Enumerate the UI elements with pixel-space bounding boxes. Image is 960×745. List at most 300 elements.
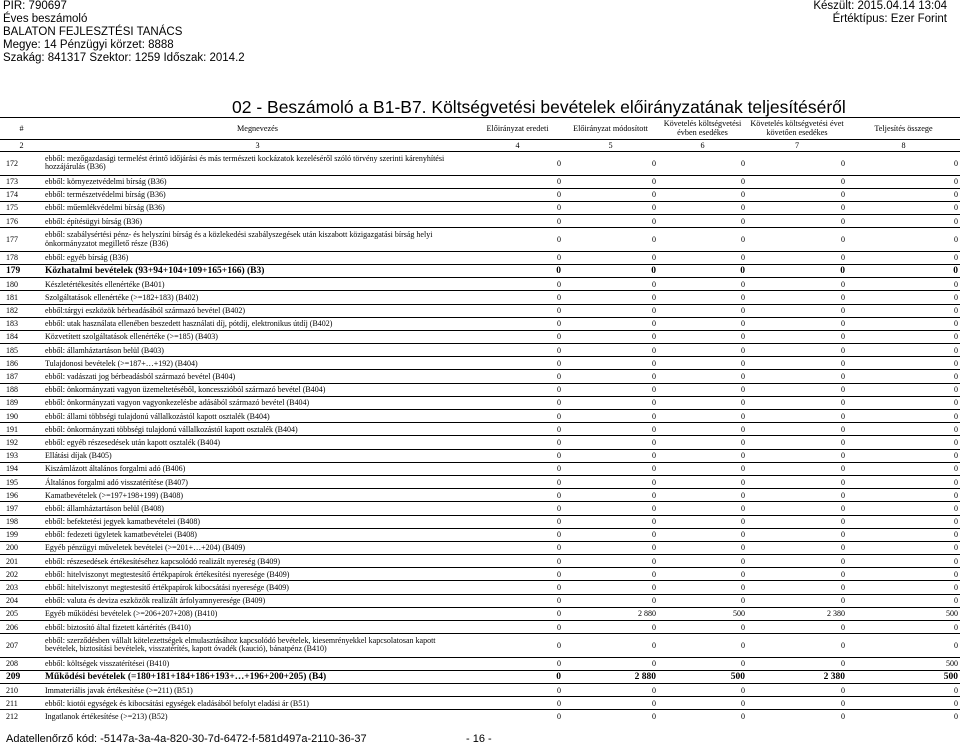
table-row bbox=[0, 264, 960, 277]
row-id: 177 bbox=[0, 228, 43, 252]
header-organization: BALATON FEJLESZTÉSI TANÁCS bbox=[3, 26, 183, 38]
table-row bbox=[0, 684, 960, 697]
header-sector: Szakág: 841317 Szektor: 1259 Időszak: 2014.2 bbox=[3, 52, 245, 64]
row-value: 0 bbox=[563, 581, 658, 594]
row-value: 0 bbox=[747, 436, 847, 449]
table-row bbox=[0, 475, 960, 488]
row-name: ebből: környezetvédelmi bírság (B36) bbox=[43, 175, 472, 188]
row-name: ebből: hitelviszonyt megtestesítő értékpapírok értékesítési nyeresége (B409) bbox=[43, 568, 472, 581]
row-value: 500 bbox=[658, 607, 747, 620]
row-value: 0 bbox=[658, 228, 747, 252]
table-row bbox=[0, 291, 960, 304]
row-value: 0 bbox=[658, 410, 747, 423]
revenue-table bbox=[0, 117, 960, 723]
table-row bbox=[0, 515, 960, 528]
row-value: 0 bbox=[563, 228, 658, 252]
row-name: Tulajdonosi bevételek (>=187+…+192) (B404) bbox=[43, 357, 472, 370]
row-name: ebből: fedezeti ügyletek kamatbevételei (B408) bbox=[43, 528, 472, 541]
row-value: 0 bbox=[563, 684, 658, 697]
row-value: 0 bbox=[658, 594, 747, 607]
row-value: 0 bbox=[472, 621, 563, 634]
row-value: 2 380 bbox=[747, 670, 847, 683]
row-id: 196 bbox=[0, 489, 43, 502]
col-header-mod: Előirányzat módosított bbox=[563, 118, 658, 140]
row-value: 0 bbox=[563, 594, 658, 607]
row-value: 0 bbox=[472, 175, 563, 188]
row-value: 0 bbox=[658, 436, 747, 449]
row-name: Egyéb működési bevételek (>=206+207+208) (B410) bbox=[43, 607, 472, 620]
row-value: 0 bbox=[847, 621, 960, 634]
row-value: 0 bbox=[847, 594, 960, 607]
row-value: 0 bbox=[658, 251, 747, 264]
row-value: 0 bbox=[747, 396, 847, 409]
row-value: 0 bbox=[472, 410, 563, 423]
check-code: Adatellenőrző kód: -5147a-3a-4a-820-30-7d-6472-f-581d497a-2110-36-37 bbox=[6, 733, 367, 745]
row-value: 0 bbox=[747, 475, 847, 488]
row-value: 0 bbox=[472, 278, 563, 291]
row-value: 0 bbox=[472, 396, 563, 409]
row-value: 0 bbox=[847, 175, 960, 188]
row-value: 0 bbox=[658, 502, 747, 515]
row-name: ebből:tárgyi eszközök bérbeadásából származó bevétel (B402) bbox=[43, 304, 472, 317]
row-value: 0 bbox=[563, 475, 658, 488]
table-row bbox=[0, 528, 960, 541]
row-value: 0 bbox=[747, 684, 847, 697]
row-id: 176 bbox=[0, 215, 43, 228]
row-value: 0 bbox=[658, 423, 747, 436]
row-value: 0 bbox=[847, 383, 960, 396]
row-value: 0 bbox=[472, 215, 563, 228]
table-row bbox=[0, 581, 960, 594]
row-value: 0 bbox=[747, 317, 847, 330]
row-name: ebből: biztosító által fizetett kártérítés (B410) bbox=[43, 621, 472, 634]
row-value: 0 bbox=[847, 264, 960, 277]
row-value: 0 bbox=[472, 201, 563, 214]
row-value: 0 bbox=[658, 621, 747, 634]
row-value: 0 bbox=[472, 423, 563, 436]
row-value: 0 bbox=[747, 528, 847, 541]
col-number: 2 bbox=[0, 140, 43, 152]
row-value: 0 bbox=[847, 581, 960, 594]
row-value: 0 bbox=[747, 278, 847, 291]
row-value: 0 bbox=[563, 502, 658, 515]
row-value: 2 880 bbox=[563, 670, 658, 683]
row-id: 181 bbox=[0, 291, 43, 304]
row-id: 209 bbox=[0, 670, 43, 683]
row-name: Kiszámlázott általános forgalmi adó (B406) bbox=[43, 462, 472, 475]
table-row bbox=[0, 228, 960, 252]
row-value: 0 bbox=[472, 515, 563, 528]
row-value: 0 bbox=[658, 568, 747, 581]
row-name: ebből: részesedések értékesítéséhez kapcsolódó realizált nyereség (B409) bbox=[43, 555, 472, 568]
row-value: 0 bbox=[747, 697, 847, 710]
row-value: 0 bbox=[563, 436, 658, 449]
row-value: 0 bbox=[472, 449, 563, 462]
report-header bbox=[0, 0, 960, 66]
row-value: 0 bbox=[847, 697, 960, 710]
row-value: 0 bbox=[563, 621, 658, 634]
row-id: 204 bbox=[0, 594, 43, 607]
row-value: 0 bbox=[747, 634, 847, 658]
row-value: 0 bbox=[658, 449, 747, 462]
row-id: 189 bbox=[0, 396, 43, 409]
table-row bbox=[0, 383, 960, 396]
row-value: 0 bbox=[472, 502, 563, 515]
row-value: 0 bbox=[847, 489, 960, 502]
row-id: 183 bbox=[0, 317, 43, 330]
row-value: 0 bbox=[563, 304, 658, 317]
row-value: 0 bbox=[747, 264, 847, 277]
table-row bbox=[0, 396, 960, 409]
row-value: 0 bbox=[563, 710, 658, 723]
table-row bbox=[0, 489, 960, 502]
row-id: 202 bbox=[0, 568, 43, 581]
row-name: ebből: szabálysértési pénz- és helyszíni bírság és a közlekedési szabályszegések után kiszabott közigazgatási bírság helyi önkormányzatot megillető része (B36) bbox=[43, 228, 472, 252]
row-value: 0 bbox=[472, 489, 563, 502]
row-name: ebből: kiotói egységek és kibocsátási egységek eladásából befolyt eladási ár (B51) bbox=[43, 697, 472, 710]
row-id: 198 bbox=[0, 515, 43, 528]
row-value: 0 bbox=[847, 684, 960, 697]
row-value: 0 bbox=[747, 370, 847, 383]
table-row bbox=[0, 410, 960, 423]
row-value: 0 bbox=[847, 462, 960, 475]
row-value: 0 bbox=[847, 251, 960, 264]
row-id: 200 bbox=[0, 541, 43, 554]
row-value: 0 bbox=[472, 383, 563, 396]
row-value: 0 bbox=[563, 201, 658, 214]
row-value: 0 bbox=[472, 555, 563, 568]
row-value: 0 bbox=[658, 291, 747, 304]
col-header-due: Követelés költségvetési évben esedékes bbox=[658, 118, 747, 140]
row-value: 0 bbox=[747, 568, 847, 581]
row-value: 0 bbox=[847, 330, 960, 343]
row-value: 0 bbox=[472, 264, 563, 277]
row-id: 207 bbox=[0, 634, 43, 658]
row-value: 0 bbox=[847, 344, 960, 357]
row-value: 0 bbox=[747, 188, 847, 201]
row-value: 0 bbox=[658, 555, 747, 568]
row-value: 0 bbox=[563, 357, 658, 370]
row-value: 0 bbox=[563, 423, 658, 436]
row-id: 191 bbox=[0, 423, 43, 436]
row-value: 0 bbox=[747, 291, 847, 304]
row-value: 0 bbox=[472, 462, 563, 475]
row-value: 0 bbox=[658, 697, 747, 710]
row-value: 0 bbox=[563, 152, 658, 176]
row-name: ebből: szerződésben vállalt kötelezettségek elmulasztásához kapcsolódó bevételek, kiesemrényekkel kapcsolatosan kapott bevételek, biztosítási bevételek, visszatérítés, kapott óvadék (kaució), bánatpénz (B410) bbox=[43, 634, 472, 658]
row-value: 0 bbox=[658, 657, 747, 670]
row-value: 0 bbox=[563, 264, 658, 277]
row-id: 187 bbox=[0, 370, 43, 383]
row-value: 0 bbox=[847, 555, 960, 568]
row-name: ebből: önkormányzati vagyon üzemeltetéséből, koncesszióból származó bevétel (B404) bbox=[43, 383, 472, 396]
row-value: 0 bbox=[472, 317, 563, 330]
row-value: 0 bbox=[472, 304, 563, 317]
col-number: 7 bbox=[747, 140, 847, 152]
row-value: 0 bbox=[658, 344, 747, 357]
row-id: 185 bbox=[0, 344, 43, 357]
row-value: 0 bbox=[658, 634, 747, 658]
row-value: 0 bbox=[563, 215, 658, 228]
table-row bbox=[0, 201, 960, 214]
row-value: 500 bbox=[847, 670, 960, 683]
row-value: 0 bbox=[847, 710, 960, 723]
header-report-type: Éves beszámoló bbox=[3, 13, 88, 25]
row-value: 0 bbox=[472, 657, 563, 670]
row-value: 0 bbox=[847, 215, 960, 228]
row-value: 0 bbox=[563, 697, 658, 710]
table-row bbox=[0, 152, 960, 176]
row-name: Kamatbevételek (>=197+198+199) (B408) bbox=[43, 489, 472, 502]
row-value: 0 bbox=[472, 697, 563, 710]
row-value: 0 bbox=[747, 449, 847, 462]
row-value: 0 bbox=[658, 264, 747, 277]
header-county: Megye: 14 Pénzügyi körzet: 8888 bbox=[3, 39, 174, 51]
row-value: 0 bbox=[472, 188, 563, 201]
table-row bbox=[0, 188, 960, 201]
row-name: Közvetített szolgáltatások ellenértéke (>=185) (B403) bbox=[43, 330, 472, 343]
row-value: 0 bbox=[658, 541, 747, 554]
row-id: 175 bbox=[0, 201, 43, 214]
table-row bbox=[0, 215, 960, 228]
col-number: 3 bbox=[43, 140, 472, 152]
row-value: 0 bbox=[658, 201, 747, 214]
row-value: 0 bbox=[847, 475, 960, 488]
row-id: 193 bbox=[0, 449, 43, 462]
row-value: 0 bbox=[658, 489, 747, 502]
row-id: 188 bbox=[0, 383, 43, 396]
row-value: 0 bbox=[563, 410, 658, 423]
row-value: 0 bbox=[847, 152, 960, 176]
row-value: 0 bbox=[472, 541, 563, 554]
row-value: 0 bbox=[563, 344, 658, 357]
table-row bbox=[0, 710, 960, 723]
table-row bbox=[0, 449, 960, 462]
row-id: 208 bbox=[0, 657, 43, 670]
row-name: Immateriális javak értékesítése (>=211) (B51) bbox=[43, 684, 472, 697]
row-value: 0 bbox=[658, 370, 747, 383]
row-name: Ingatlanok értékesítése (>=213) (B52) bbox=[43, 710, 472, 723]
row-id: 203 bbox=[0, 581, 43, 594]
row-value: 0 bbox=[658, 462, 747, 475]
row-value: 0 bbox=[747, 502, 847, 515]
row-value: 0 bbox=[658, 278, 747, 291]
header-value-type: Értéktípus: Ezer Forint bbox=[832, 13, 947, 25]
row-value: 0 bbox=[747, 581, 847, 594]
row-value: 0 bbox=[563, 555, 658, 568]
row-id: 186 bbox=[0, 357, 43, 370]
row-value: 0 bbox=[563, 251, 658, 264]
row-value: 0 bbox=[847, 291, 960, 304]
row-id: 194 bbox=[0, 462, 43, 475]
row-value: 2 880 bbox=[563, 607, 658, 620]
row-value: 0 bbox=[747, 251, 847, 264]
row-value: 0 bbox=[747, 657, 847, 670]
row-value: 0 bbox=[847, 541, 960, 554]
table-row bbox=[0, 175, 960, 188]
row-name: ebből: befektetési jegyek kamatbevételei (B408) bbox=[43, 515, 472, 528]
row-value: 0 bbox=[747, 383, 847, 396]
row-id: 201 bbox=[0, 555, 43, 568]
table-row bbox=[0, 555, 960, 568]
header-pir: PIR: 790697 bbox=[3, 0, 67, 12]
row-value: 0 bbox=[847, 188, 960, 201]
row-value: 0 bbox=[658, 515, 747, 528]
row-id: 179 bbox=[0, 264, 43, 277]
row-value: 0 bbox=[747, 555, 847, 568]
row-value: 0 bbox=[847, 568, 960, 581]
row-value: 0 bbox=[563, 291, 658, 304]
table-row bbox=[0, 607, 960, 620]
table-row bbox=[0, 594, 960, 607]
row-value: 0 bbox=[847, 201, 960, 214]
row-name: Egyéb pénzügyi műveletek bevételei (>=201+…+204) (B409) bbox=[43, 541, 472, 554]
col-number: 4 bbox=[472, 140, 563, 152]
row-name: ebből: műemlékvédelmi bírság (B36) bbox=[43, 201, 472, 214]
row-id: 206 bbox=[0, 621, 43, 634]
row-name: ebből: mezőgazdasági termelést érintő időjárási és más természeti kockázatok kezeléséről szóló törvény szerinti kárenyhítési hozzájárulás (B36) bbox=[43, 152, 472, 176]
row-id: 211 bbox=[0, 697, 43, 710]
row-value: 0 bbox=[747, 541, 847, 554]
table-row bbox=[0, 330, 960, 343]
row-value: 0 bbox=[472, 607, 563, 620]
row-id: 173 bbox=[0, 175, 43, 188]
table-row bbox=[0, 304, 960, 317]
row-name: ebből: természetvédelmi bírság (B36) bbox=[43, 188, 472, 201]
table-row bbox=[0, 344, 960, 357]
row-value: 0 bbox=[563, 515, 658, 528]
row-value: 0 bbox=[472, 370, 563, 383]
table-row bbox=[0, 502, 960, 515]
row-name: ebből: önkormányzati vagyon vagyonkezelésbe adásából származó bevétel (B404) bbox=[43, 396, 472, 409]
col-header-name: Megnevezés bbox=[43, 118, 472, 140]
row-value: 0 bbox=[472, 344, 563, 357]
table-row bbox=[0, 370, 960, 383]
row-value: 0 bbox=[847, 436, 960, 449]
row-value: 0 bbox=[658, 152, 747, 176]
row-value: 0 bbox=[747, 710, 847, 723]
table-row bbox=[0, 621, 960, 634]
row-value: 0 bbox=[563, 383, 658, 396]
row-value: 0 bbox=[847, 278, 960, 291]
row-value: 0 bbox=[847, 317, 960, 330]
row-value: 0 bbox=[747, 423, 847, 436]
table-row bbox=[0, 634, 960, 658]
table-row bbox=[0, 357, 960, 370]
row-value: 0 bbox=[472, 670, 563, 683]
row-value: 0 bbox=[658, 317, 747, 330]
row-value: 0 bbox=[563, 175, 658, 188]
row-value: 0 bbox=[847, 423, 960, 436]
row-value: 0 bbox=[747, 344, 847, 357]
row-value: 500 bbox=[847, 607, 960, 620]
row-value: 0 bbox=[847, 370, 960, 383]
row-name: ebből: építésügyi bírság (B36) bbox=[43, 215, 472, 228]
row-value: 0 bbox=[563, 449, 658, 462]
row-value: 0 bbox=[472, 251, 563, 264]
row-value: 0 bbox=[472, 710, 563, 723]
row-name: ebből: államháztartáson belül (B403) bbox=[43, 344, 472, 357]
row-value: 0 bbox=[747, 410, 847, 423]
table-row bbox=[0, 436, 960, 449]
row-value: 0 bbox=[563, 541, 658, 554]
row-value: 0 bbox=[658, 710, 747, 723]
row-id: 212 bbox=[0, 710, 43, 723]
row-name: ebből: államháztartáson belül (B408) bbox=[43, 502, 472, 515]
table-row bbox=[0, 697, 960, 710]
row-value: 0 bbox=[747, 215, 847, 228]
row-value: 0 bbox=[563, 330, 658, 343]
row-value: 0 bbox=[472, 291, 563, 304]
table-row bbox=[0, 670, 960, 683]
table-row bbox=[0, 423, 960, 436]
row-value: 0 bbox=[658, 383, 747, 396]
row-name: ebből: önkormányzati többségi tulajdonú vállalkozástól kapott osztalék (B404) bbox=[43, 423, 472, 436]
row-id: 182 bbox=[0, 304, 43, 317]
table-row bbox=[0, 541, 960, 554]
row-value: 0 bbox=[847, 634, 960, 658]
row-value: 500 bbox=[658, 670, 747, 683]
row-value: 0 bbox=[563, 370, 658, 383]
table-row bbox=[0, 568, 960, 581]
row-name: ebből: valuta és deviza eszközök realizált árfolyamnyeresége (B409) bbox=[43, 594, 472, 607]
row-value: 0 bbox=[747, 304, 847, 317]
row-value: 0 bbox=[658, 357, 747, 370]
row-value: 0 bbox=[563, 396, 658, 409]
row-value: 0 bbox=[847, 515, 960, 528]
row-name: ebből: egyéb részesedések után kapott osztalék (B404) bbox=[43, 436, 472, 449]
table-row bbox=[0, 317, 960, 330]
row-id: 205 bbox=[0, 607, 43, 620]
table-row bbox=[0, 278, 960, 291]
row-value: 0 bbox=[472, 684, 563, 697]
table-body bbox=[0, 152, 960, 724]
row-value: 0 bbox=[847, 449, 960, 462]
row-value: 0 bbox=[847, 410, 960, 423]
row-id: 174 bbox=[0, 188, 43, 201]
row-value: 0 bbox=[472, 475, 563, 488]
row-id: 190 bbox=[0, 410, 43, 423]
row-value: 0 bbox=[847, 357, 960, 370]
row-value: 0 bbox=[658, 528, 747, 541]
row-value: 0 bbox=[658, 215, 747, 228]
row-value: 0 bbox=[747, 462, 847, 475]
row-id: 172 bbox=[0, 152, 43, 176]
row-name: ebből: vadászati jog bérbeadásból származó bevétel (B404) bbox=[43, 370, 472, 383]
row-name: Általános forgalmi adó visszatérítése (B407) bbox=[43, 475, 472, 488]
row-value: 0 bbox=[747, 621, 847, 634]
table-row bbox=[0, 251, 960, 264]
row-name: ebből: költségek visszatérítései (B410) bbox=[43, 657, 472, 670]
row-value: 0 bbox=[658, 175, 747, 188]
row-value: 0 bbox=[658, 330, 747, 343]
row-name: ebből: utak használata ellenében beszedett használati díj, pótdíj, elektronikus útdíj (B402) bbox=[43, 317, 472, 330]
row-value: 0 bbox=[747, 228, 847, 252]
row-value: 0 bbox=[563, 317, 658, 330]
table-row bbox=[0, 462, 960, 475]
row-value: 0 bbox=[658, 684, 747, 697]
row-value: 0 bbox=[563, 634, 658, 658]
row-value: 0 bbox=[658, 581, 747, 594]
row-id: 197 bbox=[0, 502, 43, 515]
col-header-orig: Előirányzat eredeti bbox=[472, 118, 563, 140]
row-value: 0 bbox=[472, 152, 563, 176]
page-number: - 16 - bbox=[466, 733, 492, 745]
col-number: 8 bbox=[847, 140, 960, 152]
row-value: 0 bbox=[847, 396, 960, 409]
row-name: Szolgáltatások ellenértéke (>=182+183) (B402) bbox=[43, 291, 472, 304]
col-header-after: Követelés költségvetési évet követően esedékes bbox=[747, 118, 847, 140]
